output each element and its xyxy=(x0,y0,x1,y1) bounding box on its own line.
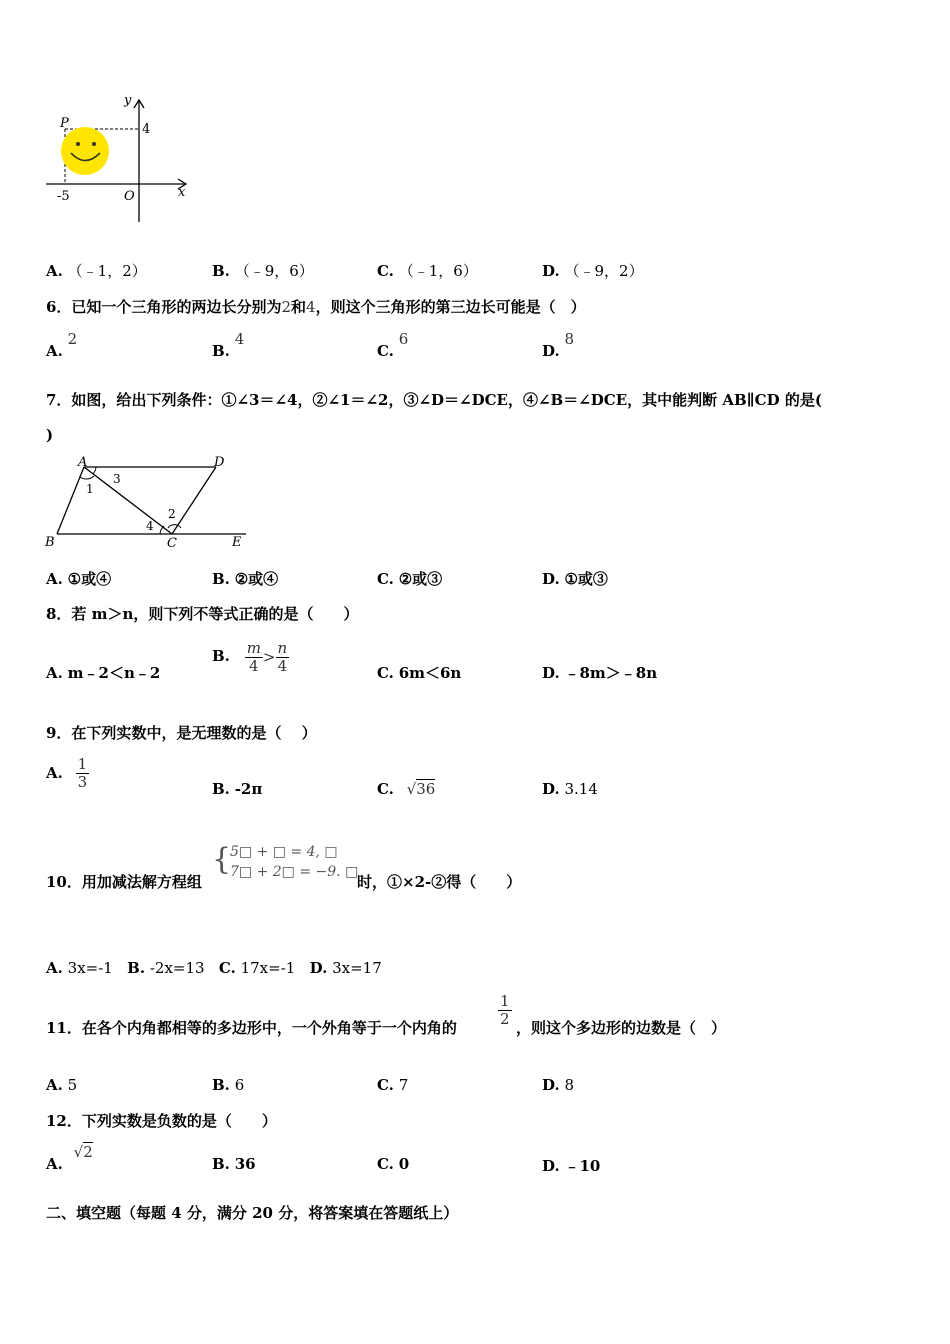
q10-stem-post: 时，①×2-②得（ ） xyxy=(357,873,522,891)
q10-options: A. 3x=-1 B. -2x=13 C. 17x=-1 D. 3x=17 xyxy=(46,959,382,977)
q9-option-c: C. √36 xyxy=(377,780,436,798)
q7-stem-line2: ) xyxy=(46,426,54,444)
q8-stem: 8．若 m＞n，则下列不等式正确的是（ ） xyxy=(46,605,359,623)
fraction-m-over-4: $\frac{m}{4}$ xyxy=(246,639,261,675)
sqrt-2: √2 xyxy=(73,1143,93,1161)
q11-option-a: A. 5 xyxy=(46,1076,78,1094)
angle-1-label: 1 xyxy=(86,482,94,496)
q11-option-c: C. 7 xyxy=(377,1076,409,1094)
section-2-heading: 二、填空题（每题 4 分，满分 20 分，将答案填在答题纸上） xyxy=(46,1204,459,1222)
q5-option-c: C. （﹣1，6） xyxy=(377,262,478,280)
q6-option-b: B. 4 xyxy=(212,330,245,360)
angle-1-arc xyxy=(80,476,94,479)
q11-stem-post: ，则这个多边形的边数是（ ） xyxy=(516,1019,727,1037)
tick-4-label: 4 xyxy=(142,122,151,137)
y-label: y xyxy=(124,93,132,108)
q9-stem: 9．在下列实数中，是无理数的是（ ） xyxy=(46,724,317,742)
segment-dc xyxy=(172,467,216,534)
q6-option-a: A. 2 xyxy=(46,330,78,360)
q7-option-d: D. ①或③ xyxy=(542,570,608,588)
point-e-label: E xyxy=(232,535,242,550)
q7-option-b: B. ②或④ xyxy=(212,570,279,588)
q12-option-b: B. 36 xyxy=(212,1155,256,1173)
q10-stem-pre: 10．用加减法解方程组 xyxy=(46,873,202,891)
q5-option-d: D. （﹣9，2） xyxy=(542,262,644,280)
angle-2-arc xyxy=(168,525,181,528)
q12-option-d: D. ﹣10 xyxy=(542,1157,601,1175)
fraction-n-over-4: $\frac{n}{4}$ xyxy=(277,639,288,675)
p-label: P xyxy=(60,116,69,131)
point-d-label: D xyxy=(214,455,225,470)
brace-icon: { xyxy=(212,842,232,877)
q8-option-c: C. 6m＜6n xyxy=(377,664,462,682)
smiley-face-icon xyxy=(61,127,109,175)
q8-option-b: B. $\frac{m}{4}$ > $\frac{n}{4}$ xyxy=(212,639,288,675)
q7-stem-line1: 7．如图，给出下列条件：①∠3＝∠4，②∠1＝∠2，③∠D＝∠DCE，④∠B＝∠DCE，其中能判断 AB∥CD 的是( xyxy=(46,391,822,409)
segment-ab xyxy=(57,467,84,534)
equation-system xyxy=(212,842,358,882)
tick-neg5-label: -5 xyxy=(57,189,70,204)
q6-option-d: D. 8 xyxy=(542,330,575,360)
x-label: x xyxy=(178,185,186,200)
equation-1: 5□ + □ = 4, □ xyxy=(230,844,338,860)
q12-stem: 12．下列实数是负数的是（ ） xyxy=(46,1112,277,1130)
point-a-label: A xyxy=(78,455,88,470)
point-c-label: C xyxy=(167,536,177,551)
angle-3-label: 3 xyxy=(113,472,121,486)
q8-option-a: A. m﹣2＜n﹣2 xyxy=(46,664,161,682)
angle-4-label: 4 xyxy=(146,519,154,533)
q9-option-a: A. $\frac{1}{3}$ xyxy=(46,755,88,791)
angle-3-arc xyxy=(93,467,96,474)
q12-option-c: C. 0 xyxy=(377,1155,410,1173)
equation-2: 7□ + 2□ = −9. □ xyxy=(230,864,359,880)
q9-option-b: B. -2π xyxy=(212,780,263,798)
q11-stem-pre: 11．在各个内角都相等的多边形中，一个外角等于一个内角的 xyxy=(46,1019,457,1037)
q5-option-b: B. （﹣9，6） xyxy=(212,262,314,280)
point-b-label: B xyxy=(45,535,55,550)
fraction-1-over-3: $\frac{1}{3}$ xyxy=(77,755,88,791)
sqrt-36: √36 xyxy=(406,780,436,798)
q11-option-b: B. 6 xyxy=(212,1076,245,1094)
parallelogram-figure xyxy=(40,452,255,552)
q8-option-d: D. ﹣8m＞﹣8n xyxy=(542,664,658,682)
segment-ac xyxy=(84,467,172,534)
q7-option-c: C. ②或③ xyxy=(377,570,443,588)
q11-option-d: D. 8 xyxy=(542,1076,575,1094)
q9-option-d: D. 3.14 xyxy=(542,780,598,798)
fraction-1-over-2: $\frac{1}{2}$ xyxy=(500,992,510,1028)
q6-option-c: C. 6 xyxy=(377,330,409,360)
q6-stem: 6．已知一个三角形的两边长分别为2和4，则这个三角形的第三边长可能是（ ） xyxy=(46,298,586,316)
q12-option-a: A. √2 xyxy=(46,1143,93,1173)
angle-2-label: 2 xyxy=(168,507,176,521)
origin-label: O xyxy=(124,189,135,204)
q7-option-a: A. ①或④ xyxy=(46,570,112,588)
coordinate-figure xyxy=(40,92,200,227)
q5-option-a: A. （﹣1，2） xyxy=(46,262,147,280)
